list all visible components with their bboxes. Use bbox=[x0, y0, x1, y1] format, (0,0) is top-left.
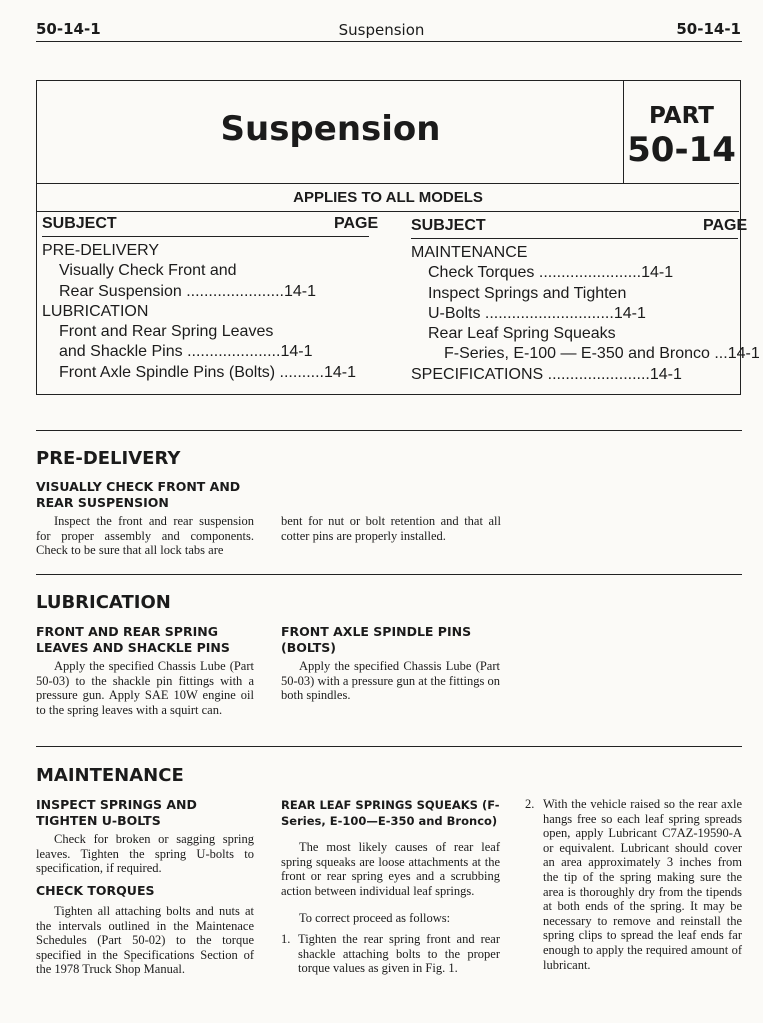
subhead-inspect-springs: INSPECT SPRINGS AND TIGHTEN U-BOLTS bbox=[36, 797, 197, 828]
toc-entry[interactable]: F-Series, E-100 — E-350 and Bronco ...14-1 bbox=[444, 345, 760, 363]
toc-entry[interactable]: Front Axle Spindle Pins (Bolts) ..........14-1 bbox=[59, 363, 357, 381]
page-number-right: 50-14-1 bbox=[676, 20, 741, 38]
subhead-spring-leaves: FRONT AND REAR SPRING LEAVES AND SHACKLE PINS bbox=[36, 624, 230, 655]
step-1-text: Tighten the rear spring front and rear shackle attaching bolts to the proper torque values as given in Fig. 1. bbox=[298, 932, 500, 976]
step-2-text: With the vehicle raised so the rear axle hangs free so each leaf spring spreads open, apply Lubricant C7AZ-19590-A or equivalent. Lubricant should cover an area approximately 3 inches from the tip of the spring making sure the area is thoroughly dry from the tipends at both ends of the spring. It may be necessary to remove and reinstall the spring clips to spread the leaf ends far enough to apply the required amount of lubricant. bbox=[543, 797, 742, 972]
toc-entry[interactable]: MAINTENANCE bbox=[411, 244, 528, 261]
toc-right-list bbox=[411, 244, 760, 386]
toc-entry[interactable]: PRE-DELIVERY bbox=[42, 242, 160, 259]
title-area bbox=[37, 81, 624, 184]
part-area bbox=[624, 81, 739, 184]
toc-entry[interactable]: LUBRICATION bbox=[42, 302, 149, 320]
page-number-left: 50-14-1 bbox=[36, 20, 101, 38]
subhead-spindle-pins: FRONT AXLE SPINDLE PINS (BOLTS) bbox=[281, 624, 472, 655]
toc-right-page-heading: PAGE bbox=[703, 217, 748, 234]
toc-left-list bbox=[42, 242, 374, 384]
section-title-lubrication: LUBRICATION bbox=[36, 592, 171, 613]
applies-to-models: APPLIES TO ALL MODELS bbox=[37, 184, 739, 212]
toc-entry[interactable]: U-Bolts .............................14-1 bbox=[428, 304, 646, 322]
maintenance-paragraph-3: The most likely causes of rear leaf spring squeaks are loose attachments at the front or rear spring eyes and a scrubbing action between individual leaf springs. bbox=[281, 840, 500, 898]
toc-left-page-heading: PAGE bbox=[334, 215, 379, 232]
toc-entry[interactable]: Visually Check Front and bbox=[59, 262, 237, 280]
part-number: 50-14 bbox=[627, 130, 736, 170]
toc-entry[interactable]: Check Torques .......................14-1 bbox=[428, 264, 674, 282]
section-title-predelivery: PRE-DELIVERY bbox=[36, 448, 181, 469]
toc-entry[interactable]: Inspect Springs and Tighten bbox=[428, 284, 627, 302]
toc-right-subject-heading: SUBJECT bbox=[411, 217, 486, 234]
predelivery-paragraph-col2: bent for nut or bolt retention and that all cotter pins are properly installed. bbox=[281, 514, 501, 543]
toc-entry[interactable]: Front and Rear Spring Leaves bbox=[59, 323, 274, 341]
maintenance-paragraph-2: Tighten all attaching bolts and nuts at the intervals outlined in the Maintenace Schedules (Part 50-02) to the torque specified in the Specifications Section of the 1978 Truck Shop Manual. bbox=[36, 904, 254, 977]
subhead-visually-check: VISUALLY CHECK FRONT AND REAR SUSPENSION bbox=[36, 479, 241, 510]
section-rule-maintenance bbox=[36, 746, 742, 747]
lubrication-paragraph-2: Apply the specified Chassis Lube (Part 50-03) with a pressure gun at the fittings on both spindles. bbox=[281, 659, 500, 703]
step-2-number: 2. bbox=[525, 797, 535, 811]
title-box bbox=[36, 80, 760, 395]
section-rule-lubrication bbox=[36, 574, 742, 575]
toc-right-rule bbox=[411, 238, 738, 239]
toc-entry[interactable]: Rear Leaf Spring Squeaks bbox=[428, 325, 616, 343]
toc-left-rule bbox=[42, 236, 369, 237]
subhead-rear-leaf-squeaks: REAR LEAF SPRINGS SQUEAKS (F-Series, E-100—E-350 and Bronco) bbox=[281, 798, 500, 828]
maintenance-paragraph-1: Check for broken or sagging spring leaves. Tighten the spring U-bolts to specification, if required. bbox=[36, 832, 254, 876]
part-label: PART bbox=[649, 103, 714, 129]
running-header-title: Suspension bbox=[338, 21, 425, 39]
toc-left-subject-heading: SUBJECT bbox=[42, 215, 117, 232]
subhead-check-torques: CHECK TORQUES bbox=[36, 883, 155, 898]
header-rule bbox=[36, 41, 742, 42]
toc-entry[interactable]: SPECIFICATIONS .......................14-1 bbox=[411, 365, 682, 383]
toc-entry[interactable]: and Shackle Pins .....................14-1 bbox=[59, 343, 313, 361]
toc-entry[interactable]: Rear Suspension ......................14-1 bbox=[59, 282, 317, 300]
lubrication-paragraph-1: Apply the specified Chassis Lube (Part 50-03) to the shackle pin fittings with a pressure gun. Apply SAE 10W engine oil to the spring leaves with a squirt can. bbox=[36, 659, 254, 717]
maintenance-paragraph-4: To correct proceed as follows: bbox=[299, 911, 451, 925]
predelivery-paragraph-col1: Inspect the front and rear suspension for proper assembly and components. Check to be sure that all lock tabs are bbox=[36, 514, 254, 558]
section-rule-predelivery bbox=[36, 430, 742, 431]
step-1-number: 1. bbox=[281, 932, 291, 946]
page-title: Suspension bbox=[220, 109, 441, 149]
section-title-maintenance: MAINTENANCE bbox=[36, 765, 184, 786]
